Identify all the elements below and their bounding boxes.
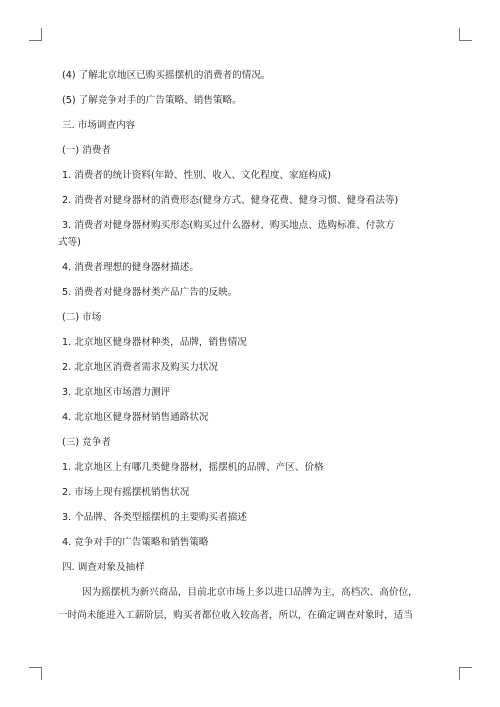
list-item: 3. 个品牌、各类型摇摆机的主要购买者描述 [62,512,247,523]
paragraph-line: (5) 了解竞争对手的广告策略、销售策略。 [62,95,242,106]
list-item: 5. 消费者对健身器材类产品广告的反映。 [62,287,238,298]
subsection-heading: (一) 消费者 [62,145,111,156]
list-item: 4. 北京地区健身器材销售通路状况 [62,412,209,423]
section-heading: 四. 调查对象及抽样 [62,562,145,573]
list-item: 3. 消费者对健身器材购买形态(购买过什么器材、购买地点、选购标准、付款方 [62,220,395,231]
body-paragraph-line: 因为摇摆机为新兴商品，目前北京市场上多以进口品牌为主，高档次、高价位， [82,587,418,598]
document-body [58,69,440,634]
crop-mark-bottom-right [459,667,472,680]
list-item: 1. 消费者的统计资料(年龄、性别、收入、文化程度、家庭构成) [62,170,332,181]
list-item: 2. 市场上现有摇摆机销售状况 [62,487,190,498]
list-item: 4. 消费者理想的健身器材描述。 [62,262,199,273]
list-item: 4. 竞争对手的广告策略和销售策略 [62,537,209,548]
body-paragraph-line: 一时尚未能进入工薪阶层，购买者都位收入较高者，所以，在确定调查对象时，适当 [58,610,413,621]
subsection-heading: (三) 竞争者 [62,437,111,448]
crop-mark-top-left [29,28,42,41]
crop-mark-top-right [459,28,472,41]
list-item: 1. 北京地区健身器材种类，品牌，销售情况 [62,337,247,348]
list-item-continuation: 式等) [58,237,81,248]
crop-mark-bottom-left [29,667,42,680]
paragraph-line: (4) 了解北京地区已购买摇摆机的消费者的情况。 [62,70,271,81]
list-item: 2. 消费者对健身器材的消费形态(健身方式、健身花费、健身习惯、健身看法等) [62,195,399,206]
subsection-heading: (二) 市场 [62,312,102,323]
list-item: 3. 北京地区市场潜力测评 [62,387,171,398]
list-item: 1. 北京地区上有哪几类健身器材，摇摆机的品牌、产区、价格 [62,462,324,473]
section-heading: 三. 市场调查内容 [62,120,136,131]
list-item: 2. 北京地区消费者需求及购买力状况 [62,362,219,373]
